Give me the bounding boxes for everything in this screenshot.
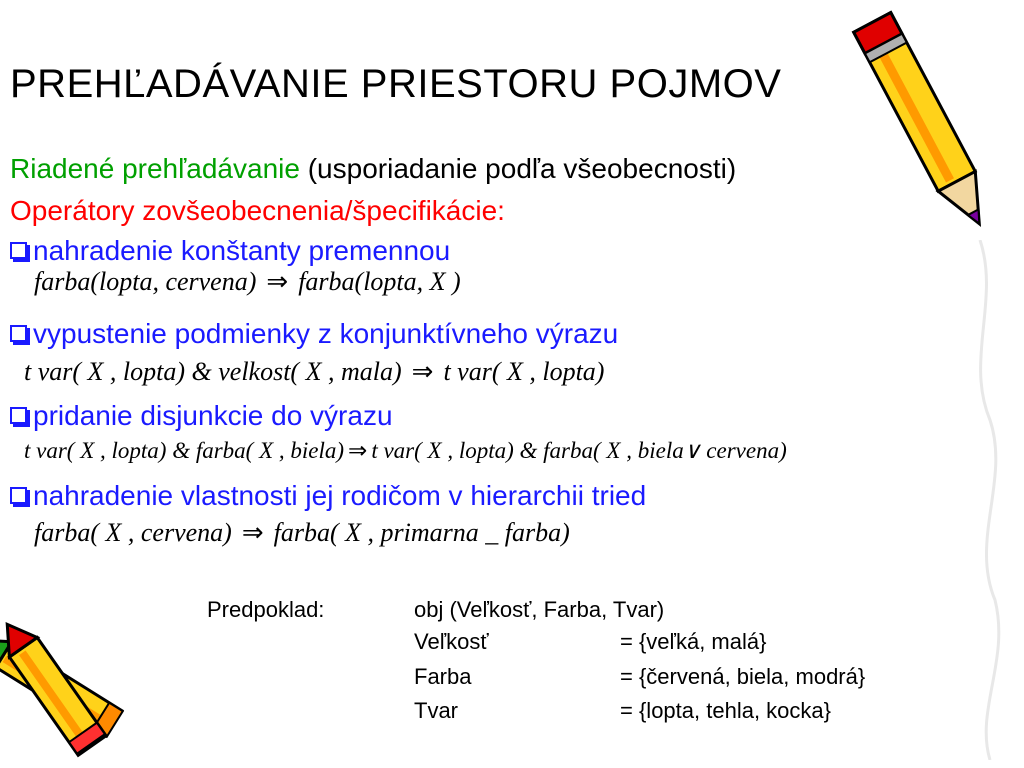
attribute-values: = {lopta, tehla, kocka} bbox=[620, 698, 831, 723]
pencil-clipart-icon bbox=[848, 0, 998, 245]
bullet-label: nahradenie konštanty premennou bbox=[33, 235, 451, 266]
slide-title: PREHĽADÁVANIE PRIESTORU POJMOV bbox=[10, 62, 782, 106]
pencils-clipart-icon bbox=[0, 610, 150, 760]
formula-right: farba( X , primarna _ farba) bbox=[273, 518, 570, 547]
formula-left: farba( X , cervena) bbox=[34, 518, 232, 547]
formula-right: t var( X , lopta) bbox=[443, 357, 605, 386]
bullet-label: pridanie disjunkcie do výrazu bbox=[33, 400, 393, 431]
bullet-label: nahradenie vlastnosti jej rodičom v hierarchii tried bbox=[33, 480, 647, 511]
implies-icon: ⇒ bbox=[266, 267, 289, 296]
bullet-item bbox=[10, 400, 393, 432]
formula-right: t var( X , lopta) & farba( X , biela∨ cervena) bbox=[371, 438, 787, 463]
formula-left: farba(lopta, cervena) bbox=[34, 267, 257, 296]
guided-search-line bbox=[10, 153, 736, 185]
checkbox-bullet-icon bbox=[10, 407, 27, 424]
formula-4 bbox=[34, 518, 570, 548]
attribute-values: = {veľká, malá} bbox=[620, 629, 767, 654]
attribute-name: Veľkosť bbox=[414, 629, 489, 654]
bullet-item bbox=[10, 235, 450, 267]
guided-search-note: (usporiadanie podľa všeobecnosti) bbox=[299, 153, 737, 184]
attribute-values: = {červená, biela, modrá} bbox=[620, 664, 866, 689]
implies-icon: ⇒ bbox=[241, 518, 264, 547]
bullet-item bbox=[10, 480, 646, 512]
checkbox-bullet-icon bbox=[10, 487, 27, 504]
formula-2 bbox=[24, 357, 604, 387]
formula-left: t var( X , lopta) & velkost( X , mala) bbox=[24, 357, 402, 386]
assumption-object: obj (Veľkosť, Farba, Tvar) bbox=[414, 597, 665, 622]
squiggle-line-icon bbox=[960, 240, 1010, 760]
bullet-label: vypustenie podmienky z konjunktívneho výrazu bbox=[33, 318, 619, 349]
checkbox-bullet-icon bbox=[10, 325, 27, 342]
formula-right: farba(lopta, X ) bbox=[298, 267, 461, 296]
operators-heading: Operátory zovšeobecnenia/špecifikácie: bbox=[10, 195, 505, 226]
formula-1 bbox=[34, 267, 461, 297]
implies-icon: ⇒ bbox=[348, 438, 368, 463]
checkbox-bullet-icon bbox=[10, 242, 27, 259]
formula-left: t var( X , lopta) & farba( X , biela) bbox=[24, 438, 345, 463]
implies-icon: ⇒ bbox=[411, 357, 434, 386]
formula-3 bbox=[24, 438, 787, 464]
guided-search-term: Riadené prehľadávanie bbox=[10, 153, 300, 184]
attribute-name: Tvar bbox=[414, 698, 458, 723]
assumption-label: Predpoklad: bbox=[207, 597, 325, 622]
attribute-name: Farba bbox=[414, 664, 472, 689]
bullet-item bbox=[10, 318, 618, 350]
